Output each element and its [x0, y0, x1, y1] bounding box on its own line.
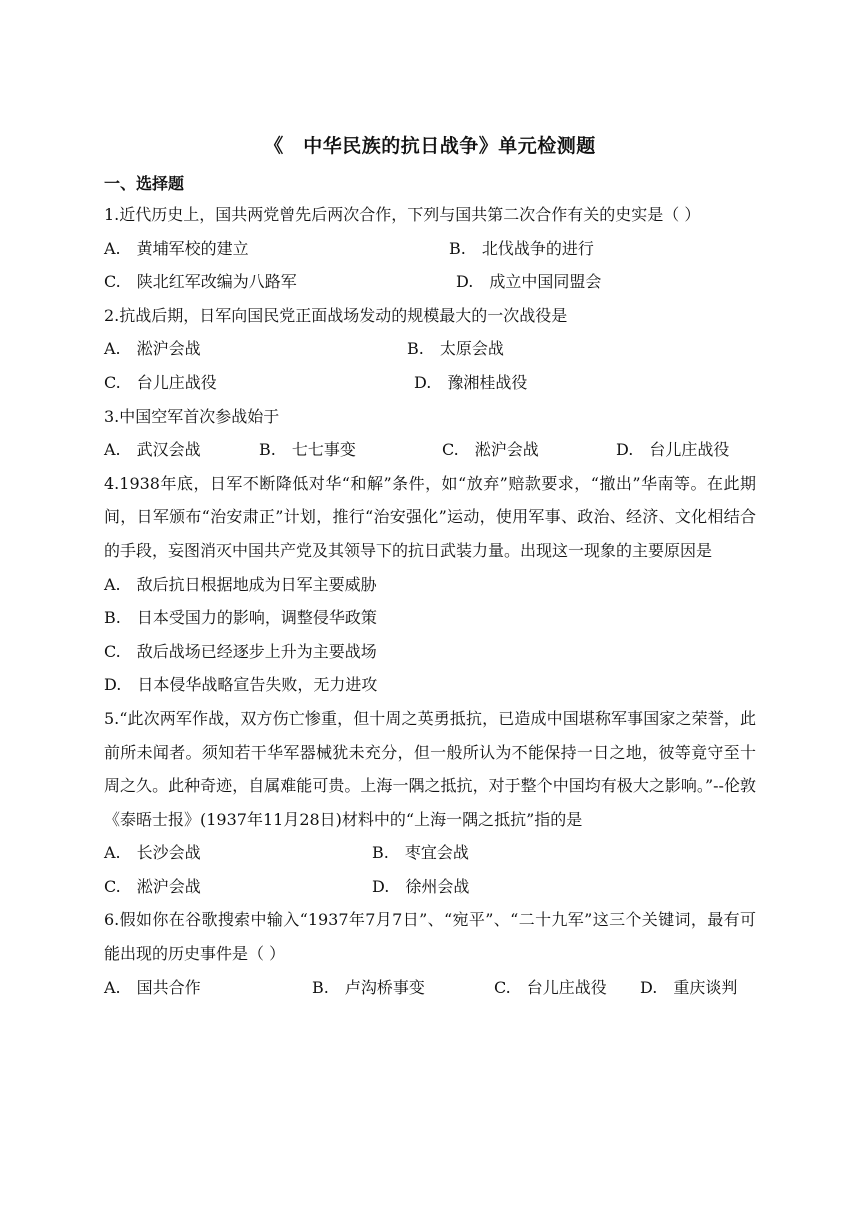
- question-stem: 3.中国空军首次参战始于: [104, 406, 280, 426]
- option-row: [104, 870, 756, 904]
- option-row: [104, 635, 756, 669]
- question-stem: 6.假如你在谷歌搜索中输入“1937年7月7日”、“宛平”、“二十九军”这三个关键词，最有可能出现的历史事件是（ ）: [104, 910, 756, 964]
- page-title: 《 中华民族的抗日战争》单元检测题: [264, 135, 596, 157]
- option: D. 徐州会战: [372, 876, 470, 896]
- option-row: [104, 971, 756, 1005]
- option-row: [104, 568, 756, 602]
- option: B. 七七事变: [259, 440, 356, 460]
- question-list: [104, 198, 756, 1004]
- option: C. 陕北红军改编为八路军: [104, 272, 297, 292]
- option-row: [104, 668, 756, 702]
- option: A. 淞沪会战: [104, 339, 201, 359]
- option: D. 重庆谈判: [640, 977, 738, 997]
- option: B. 卢沟桥事变: [312, 977, 425, 997]
- option: D. 日本侵华战略宣告失败，无力进攻: [104, 675, 378, 695]
- option: C. 淞沪会战: [104, 876, 201, 896]
- option-row: [104, 265, 756, 299]
- question-stem: 5.“此次两军作战，双方伤亡惨重，但十周之英勇抵抗，已造成中国堪称军事国家之荣誉，此前所未闻者。须知若干华军器械犹未充分，但一般所认为不能保持一日之地，彼等竟守至十周之久。此种奇迹，自属难能可贵。上海一隅之抵抗，对于整个中国均有极大之影响。”--伦敦《泰晤士报》(1937年11月28日)材料中的“上海一隅之抵抗”指的是: [104, 708, 756, 829]
- option: B. 太原会战: [407, 339, 504, 359]
- question-stem: 1.近代历史上，国共两党曾先后两次合作，下列与国共第二次合作有关的史实是（ ）: [104, 205, 701, 224]
- option: A. 武汉会战: [104, 440, 201, 460]
- option-row: [104, 332, 756, 366]
- option: A. 长沙会战: [104, 843, 201, 863]
- option-row: [104, 601, 756, 635]
- option: D. 台儿庄战役: [616, 440, 730, 460]
- option: B. 枣宜会战: [372, 843, 469, 863]
- option-row: [104, 232, 756, 266]
- option: C. 台儿庄战役: [104, 372, 217, 392]
- option: C. 淞沪会战: [442, 440, 539, 460]
- section-heading: 一、选择题: [104, 174, 185, 193]
- option-row: [104, 366, 756, 400]
- option: D. 成立中国同盟会: [456, 272, 602, 292]
- option-row: [104, 836, 756, 870]
- option: D. 豫湘桂战役: [414, 372, 528, 392]
- question-stem: 4.1938年底，日军不断降低对华“和解”条件，如“放弃”赔款要求，“撤出”华南等。在此期间，日军颁布“治安肃正”计划，推行“治安强化”运动，使用军事、政治、经济、文化相结合的手段，妄图消灭中国共产党及其领导下的抗日武装力量。出现这一现象的主要原因是: [104, 473, 756, 560]
- option: A. 国共合作: [104, 977, 201, 997]
- option: B. 日本受国力的影响，调整侵华政策: [104, 608, 377, 628]
- option: C. 敌后战场已经逐步上升为主要战场: [104, 641, 377, 661]
- option: A. 敌后抗日根据地成为日军主要威胁: [104, 574, 377, 594]
- question-stem: 2.抗战后期，日军向国民党正面战场发动的规模最大的一次战役是: [104, 305, 568, 325]
- option: C. 台儿庄战役: [494, 977, 607, 997]
- option-row: [104, 433, 756, 467]
- option: B. 北伐战争的进行: [449, 238, 594, 258]
- option: A. 黄埔军校的建立: [104, 238, 249, 258]
